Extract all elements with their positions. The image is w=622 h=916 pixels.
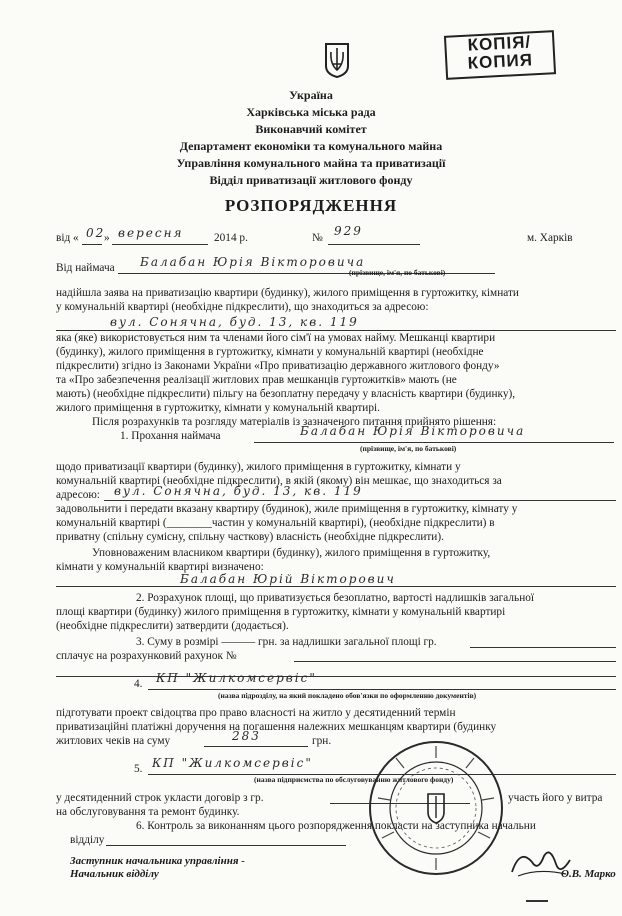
item1-line1: щодо приватизації квартири (будинку), жилого приміщення в гуртожитку, кімнати у — [56, 461, 461, 473]
item2-line1: 2. Розрахунок площі, що приватизується безоплатно, вартості надлишків загальної — [136, 592, 535, 604]
copy-stamp — [444, 30, 556, 80]
date-month: вересня — [118, 226, 184, 240]
p1-line6: та «Про забезпечення реалізації житлових прав мешканців гуртожитків» мають (не — [56, 374, 457, 386]
tenant-name: Балабан Юрія Вікторовича — [140, 255, 366, 269]
header-division: Відділ приватизації житлового фонду — [209, 173, 413, 187]
date-mid: » — [104, 232, 110, 244]
signatory-name: О.В. Марко — [561, 868, 616, 880]
tenant-label: Від наймача — [56, 262, 115, 274]
order-number-label: № — [312, 232, 323, 244]
header-department: Департамент економіки та комунального майна — [179, 139, 443, 153]
item1-address: вул. Сонячна, буд. 13, кв. 119 — [114, 484, 363, 498]
p1-line4: (будинку), жилого приміщення в гуртожитку, кімнати у комунальній квартирі (необхідне — [56, 346, 484, 358]
p1-line8: жилого приміщення в гуртожитку, кімнати у комунальній квартирі. — [56, 402, 380, 414]
item4-hint: (назва підрозділу, на який покладено обов'язки по оформленню документів) — [218, 691, 477, 700]
copy-stamp-line1: КОПІЯ/ — [467, 32, 532, 55]
date-prefix: від « — [56, 232, 79, 244]
item3-line2: сплачує на розрахунковий рахунок № — [56, 650, 237, 662]
item2-line3: (необхідне підкреслити) затвердити (додається). — [56, 620, 289, 632]
item5-line1-end: участь його у витра — [508, 792, 603, 804]
item1-line2: комунальній квартирі (необхідне підкреслити), в якій (якому) він мешкає, що знаходиться за — [56, 475, 502, 487]
item1-line6: приватну (спільну сумісну, спільну часткову) власність (необхідне підкреслити). — [56, 531, 444, 543]
item1-address-label: адресою: — [56, 489, 100, 501]
item1-name: Балабан Юрія Вікторовича — [300, 424, 526, 438]
item4-line2: приватизаційні платіжні доручення на погашення належних мешканцям квартири (будинку — [56, 721, 497, 733]
item1-line4: задовольнити і передати вказану квартиру (будинок), жиле приміщення в гуртожитку, кімнату у — [56, 503, 518, 515]
tenant-hint: (прізвище, ім'я, по батькові) — [349, 268, 446, 277]
p1-line7: мають) (необхідне підкреслити) пільгу на безоплатну передачу у власність квартири (будинку), — [56, 388, 516, 400]
item4-value: КП "Жилкомсервіс" — [156, 671, 317, 685]
item5-hint: (назва підприємства по обслуговуванню житлового фонду) — [254, 775, 454, 784]
address-value: вул. Сонячна, буд. 13, кв. 119 — [110, 315, 359, 329]
copy-stamp-line2: КОПИЯ — [467, 50, 534, 73]
item6-line2: відділу — [70, 834, 105, 846]
signatory-role1: Заступник начальника управління - — [70, 855, 245, 867]
item1-line8: кімнати у комунальній квартирі визначено: — [56, 561, 264, 573]
header-committee: Виконавчий комітет — [255, 122, 367, 136]
p1-line5: підкреслити) згідно із Законами України «Про приватизацію державного житлового фонду» — [56, 360, 500, 372]
item4-line3: житлових чеків на суму — [56, 735, 171, 747]
item1-owner: Балабан Юрій Вікторович — [180, 572, 396, 586]
coat-of-arms-icon — [324, 42, 350, 78]
header-directorate: Управління комунального майна та приватизації — [176, 156, 446, 170]
order-number: 929 — [334, 224, 363, 238]
item1-hint: (прізвище, ім'я, по батькові) — [360, 444, 457, 453]
item1-line7: Уповноваженим власником квартири (будинку), жилого приміщення в гуртожитку, — [92, 547, 491, 559]
p1-line1: надійшла заява на приватизацію квартири (будинку), жилого приміщення в гуртожитку, кімнати — [56, 287, 519, 299]
item5-line1: у десятиденний строк укласти договір з гр. — [56, 792, 264, 804]
item2-line2: площі квартири (будинку) жилого приміщення в гуртожитку, кімнати у комунальній квартирі — [56, 606, 506, 618]
item4-label: 4. — [134, 678, 143, 690]
header-council: Харківська міська рада — [246, 105, 376, 119]
p2-intro: Після розрахунків та розгляду матеріалів із зазначеного питання прийнято рішення: — [92, 416, 497, 428]
p1-line2: у комунальній квартирі (необхідне підкреслити), що знаходиться за адресою: — [56, 301, 429, 313]
item4-line1: підготувати проект свідоцтва про право власності на житло у десятиденний термін — [56, 707, 456, 719]
signatory-role2: Начальник відділу — [70, 868, 159, 880]
item5-label: 5. — [134, 763, 143, 775]
item3-line1: 3. Суму в розмірі ——— грн. за надлишки загальної площі гр. — [136, 636, 437, 648]
item4-line3-currency: грн. — [312, 735, 332, 747]
date-year: 2014 р. — [214, 232, 248, 244]
item6-line1: 6. Контроль за виконанням цього розпорядження покласти на заступника начальни — [136, 820, 536, 832]
item4-sum: 283 — [232, 729, 261, 743]
official-seal-icon — [366, 738, 506, 878]
item5-value: КП "Жилкомсервіс" — [152, 756, 313, 770]
item1-label: 1. Прохання наймача — [120, 430, 221, 442]
header-country: Україна — [289, 88, 333, 102]
p1-line3: яка (яке) використовується ним та членами його сім'ї на умовах найму. Мешканці квартири — [56, 332, 496, 344]
date-day: 02 — [86, 226, 106, 240]
item5-line2: на обслуговування та ремонт будинку. — [56, 806, 240, 818]
city: м. Харків — [527, 232, 573, 244]
page-title: РОЗПОРЯДЖЕННЯ — [224, 196, 398, 215]
item1-line5: комунальній квартирі (________частин у комунальній квартирі), (необхідне підкреслити) в — [56, 517, 495, 529]
